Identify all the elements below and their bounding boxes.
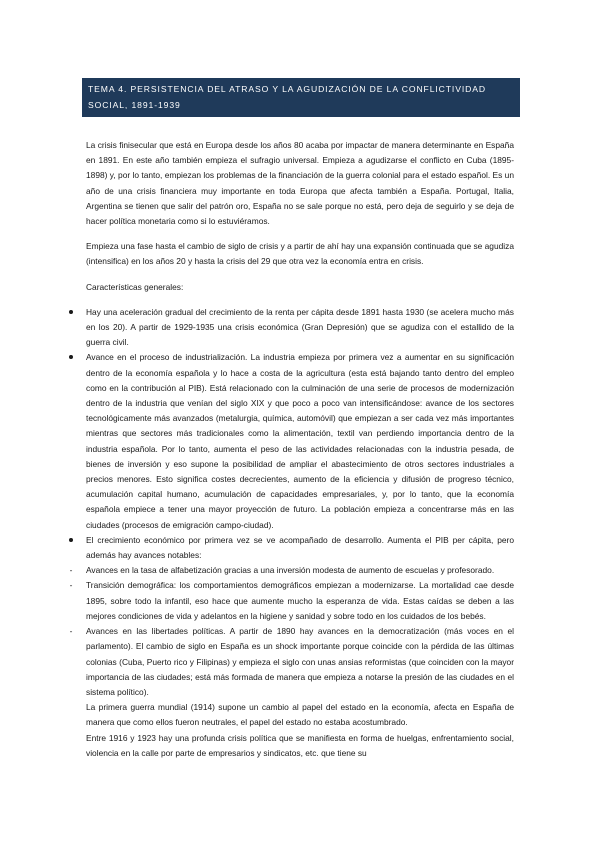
list-item-text: Transición demográfica: los comportamientos demográficos empiezan a modernizarse. La mortalidad cae desde 1895, sobre todo la infantil, eso hace que aumente mucho la esperanza de vida. Estas caídas se deben a las mejores condiciones de vida y adelantos en la higiene y sanidad y sobre todo en los cuidados de los bebés. (86, 580, 514, 621)
list-item (69, 624, 514, 700)
list-item-text: Hay una aceleración gradual del crecimiento de la renta per cápita desde 1891 hasta 1930 (se acelera mucho más en los 20). A partir de 1929-1935 una crisis económica (Gran Depresión) que se agudiza con el estallido de la guerra civil. (86, 306, 514, 348)
document-title: TEMA 4. PERSISTENCIA DEL ATRASO Y LA AGUDIZACIÓN DE LA CONFLICTIVIDAD SOCIAL, 1891-1939 (82, 78, 520, 117)
dash-marker: - (69, 626, 73, 637)
paragraph-phase: Empieza una fase hasta el cambio de siglo de crisis y a partir de ahí hay una expansión continuada que se agudiza (intensifica) en los años 20 y hasta la crisis del 29 que otra vez la economía entra en crisis. (86, 241, 514, 267)
list-item (69, 563, 514, 578)
list-item (86, 350, 514, 532)
document-body (69, 138, 514, 761)
list-item-text: El crecimiento económico por primera vez se ve acompañado de desarrollo. Aumenta el PIB per cápita, pero además hay avances notables: (86, 534, 514, 561)
paragraph-intro: La crisis finisecular que está en Europa desde los años 80 acaba por impactar de manera determinante en España en 1891. En este año también empieza el sufragio universal. Empieza a agudizarse el conflicto en Cuba (1895-1898) y, por lo tanto, empiezan los problemas de la financiación de la guerra colonial para el estado español. Es un año de una crisis financiera muy importante en toda Europa que afecta también a España. Portugal, Italia, Argentina se tienen que salir del patrón oro, España no se sale porque no está, pero deja de seguirlo y se deja de hacer política monetaria como si lo estuviéramos. (86, 140, 514, 227)
bullet-icon (66, 533, 76, 548)
list-item (86, 305, 514, 351)
characteristics-list (69, 305, 514, 700)
section-heading: Características generales: (86, 281, 184, 292)
list-item-text: Avances en la tasa de alfabetización gracias a una inversión modesta de aumento de escuelas y profesorado. (86, 565, 495, 576)
paragraph-crisis: Entre 1916 y 1923 hay una profunda crisis política que se manifiesta en forma de huelgas, enfrentamiento social, violencia en la calle por parte de empresarios y sindicatos, etc. que tiene su (86, 732, 514, 758)
list-item (86, 533, 514, 563)
list-item (69, 578, 514, 624)
bullet-icon (66, 350, 76, 365)
list-item-text: Avance en el proceso de industrialización. La industria empieza por primera vez a aumentar en su significación dentro de la economía española y lo hace a costa de la agricultura (esta está bajando tanto dentro del empleo como en la contribución al PIB). Está relacionado con la culminación de una serie de procesos de modernización dentro de la industria que venían del siglo XIX y que poco a poco van intensificándose: avance de los sectores tecnológicamente más avanzados (metalurgia, química, automóvil) que empiezan a ser cada vez más importantes mientras que sectores más tradicionales como la alimentación, textil van perdiendo importancia dentro de la industria española. Por lo tanto, aumenta el peso de las actividades relacionadas con la industria pesada, de bienes de inversión y eso supone la posibilidad de ampliar el abastecimiento de otros sectores industriales a precios menores. Esto significa costes decrecientes, aumento de la eficiencia y difusión de progreso técnico, acumulación capital humano, acumulación de capacidades empresariales, y, por lo tanto, que la economía española empiece a tener una mayor proyección de futuro. La población empieza a concentrarse más en las ciudades (procesos de emigración campo-ciudad). (86, 352, 514, 530)
dash-marker: - (69, 565, 73, 576)
dash-marker: - (69, 580, 73, 591)
list-item-text: Avances en las libertades políticas. A partir de 1890 hay avances en la democratización (más voces en el parlamento). El cambio de siglo en España es un shock importante porque coincide con la pérdida de las últimas colonias (Cuba, Puerto rico y Filipinas) y empieza el siglo con unas ansias reformistas (que coinciden con la mayor importancia de las ciudades; está más formada de manera que empieza a notarse la presión de las ciudades en el sistema político). (86, 626, 514, 697)
paragraph-wwi: La primera guerra mundial (1914) supone un cambio al papel del estado en la economía, afecta en España de manera que como ellos fueron neutrales, el papel del estado no estaba acostumbrado. (86, 702, 514, 728)
bullet-icon (66, 305, 76, 320)
